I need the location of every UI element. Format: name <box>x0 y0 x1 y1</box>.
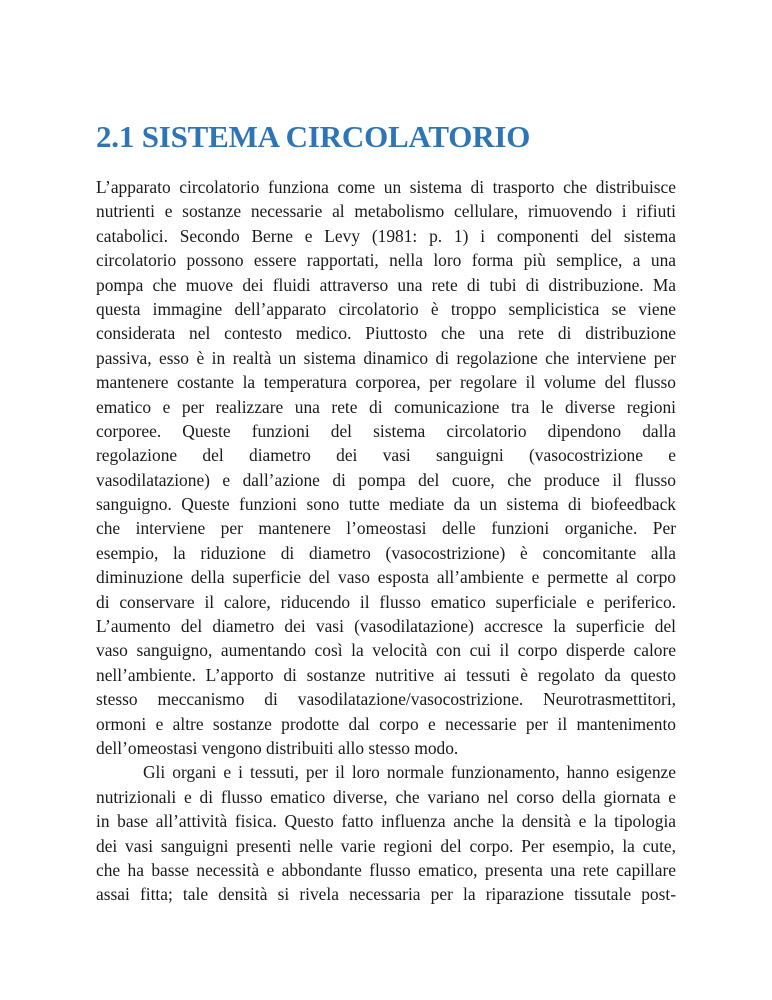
text-line: sanguigno. Queste funzioni sono tutte mediate da un sistema di biofeedback <box>96 494 676 515</box>
text-line: Gli organi e i tessuti, per il loro normale funzionamento, hanno esigenze <box>143 762 676 783</box>
text-line: stesso meccanismo di vasodilatazione/vasocostrizione. Neurotrasmettitori, <box>96 689 676 710</box>
text-line: dei vasi sanguigni presenti nelle varie regioni del corpo. Per esempio, la cute, <box>96 835 676 856</box>
text-line: che ha basse necessità e abbondante flusso ematico, presenta una rete capillare <box>96 859 676 880</box>
section-title: 2.1 SISTEMA CIRCOLATORIO <box>96 119 531 154</box>
text-line: assai fitta; tale densità si rivela necessaria per la riparazione tissutale post- <box>96 884 676 905</box>
text-line: ormoni e altre sostanze prodotte dal corpo e necessarie per il mantenimento <box>96 713 676 734</box>
text-line: mantenere costante la temperatura corporea, per regolare il volume del flusso <box>96 372 676 393</box>
text-line: passiva, esso è in realtà un sistema dinamico di regolazione che interviene per <box>96 347 676 368</box>
text-line: di conservare il calore, riducendo il flusso ematico superficiale e periferico. <box>96 591 676 612</box>
text-line: questa immagine dell’apparato circolatorio è troppo semplicistica se viene <box>96 298 676 319</box>
text-line: dell’omeostasi vengono distribuiti allo stesso modo. <box>96 737 459 758</box>
text-line: pompa che muove dei fluidi attraverso una rete di tubi di distribuzione. Ma <box>96 274 676 295</box>
text-line: vaso sanguigno, aumentando così la velocità con cui il corpo disperde calore <box>96 640 676 661</box>
text-line: corporee. Queste funzioni del sistema circolatorio dipendono dalla <box>96 420 676 441</box>
text-line: nutrienti e sostanze necessarie al metabolismo cellulare, rimuovendo i rifiuti <box>96 201 676 222</box>
text-line: ematico e per realizzare una rete di comunicazione tra le diverse regioni <box>96 396 676 417</box>
document-page <box>96 0 676 907</box>
body-text <box>96 175 676 907</box>
text-line: L’apparato circolatorio funziona come un sistema di trasporto che distribuisce <box>96 177 676 197</box>
text-line: nell’ambiente. L’apporto di sostanze nutritive ai tessuti è regolato da questo <box>96 664 676 685</box>
text-line: nutrizionali e di flusso ematico diverse, che variano nel corso della giornata e <box>96 786 676 807</box>
text-line: vasodilatazione) e dall’azione di pompa del cuore, che produce il flusso <box>96 469 676 490</box>
text-line: esempio, la riduzione di diametro (vasocostrizione) è concomitante alla <box>96 542 676 563</box>
text-line: in base all’attività fisica. Questo fatto influenza anche la densità e la tipologia <box>96 811 676 832</box>
text-line: considerata nel contesto medico. Piuttosto che una rete di distribuzione <box>96 323 676 344</box>
paragraph <box>96 760 676 906</box>
text-line: regolazione del diametro dei vasi sanguigni (vasocostrizione e <box>96 445 676 466</box>
text-line: catabolici. Secondo Berne e Levy (1981: p. 1) i componenti del sistema <box>96 225 676 246</box>
text-line: circolatorio possono essere rapportati, nella loro forma più semplice, a una <box>96 250 676 271</box>
paragraph <box>96 175 676 760</box>
text-line: diminuzione della superficie del vaso esposta all’ambiente e permette al corpo <box>96 567 676 588</box>
text-line: che interviene per mantenere l’omeostasi delle funzioni organiche. Per <box>96 518 676 539</box>
text-line: L’aumento del diametro dei vasi (vasodilatazione) accresce la superficie del <box>96 616 676 637</box>
